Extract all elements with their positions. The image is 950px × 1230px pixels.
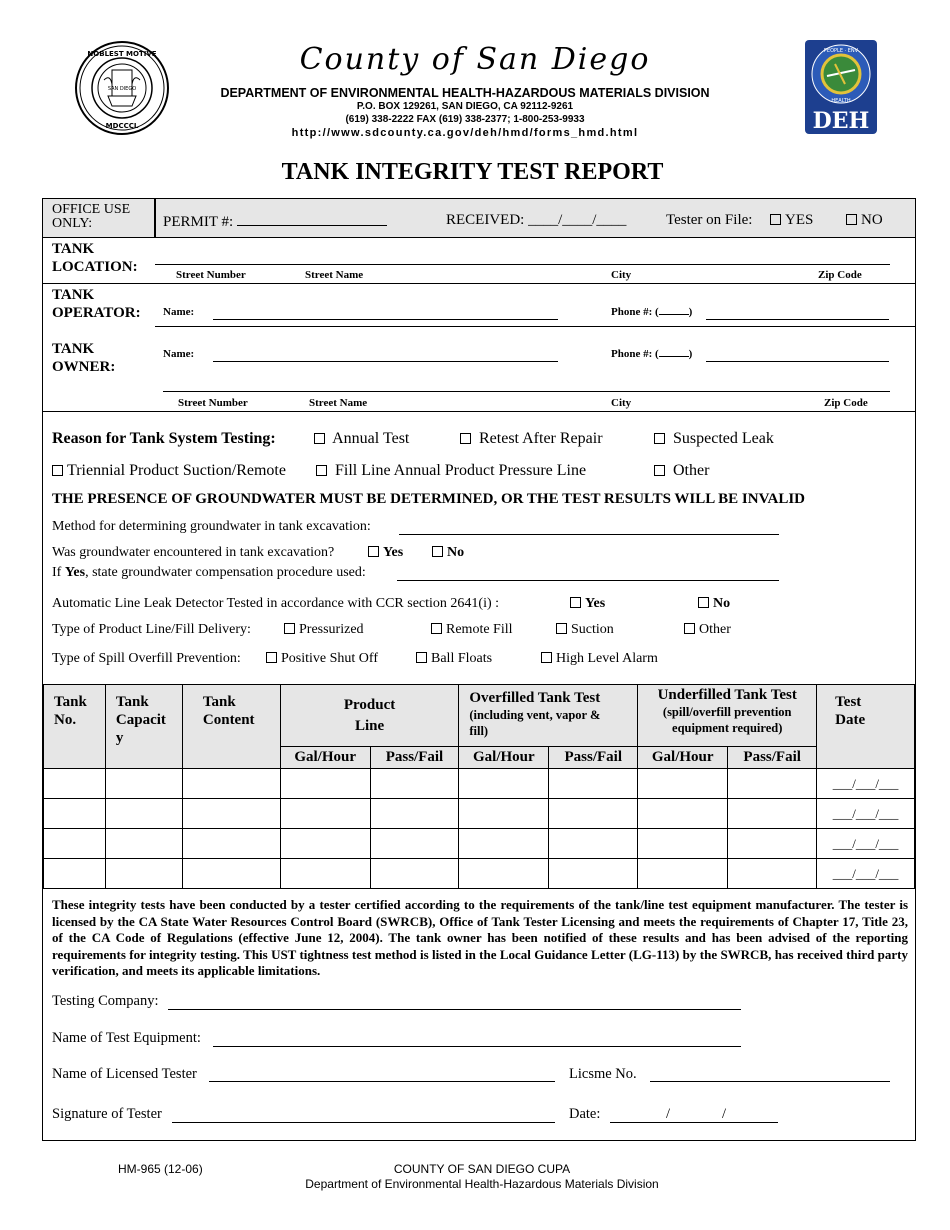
owner-name-label: Name:	[163, 348, 195, 360]
tester-yes-option[interactable]	[770, 212, 813, 229]
leak-detector-yes-label: Yes	[585, 596, 606, 611]
product-pass-fail: Pass/Fail	[370, 747, 459, 769]
table-row	[44, 829, 915, 859]
spill-positive[interactable]	[266, 651, 378, 667]
table-cell[interactable]	[44, 829, 106, 859]
checkbox-icon[interactable]	[284, 623, 295, 634]
positive-label: Positive Shut Off	[281, 651, 378, 666]
svg-text:DEH: DEH	[812, 108, 870, 134]
date-slash: /	[722, 1106, 727, 1122]
underfilled-header: Underfilled Tank Test (spill/overfill prevention equipment required)	[638, 685, 817, 747]
table-cell[interactable]	[182, 769, 280, 799]
table-cell[interactable]	[638, 829, 728, 859]
location-street-number: Street Number	[176, 269, 246, 281]
table-cell[interactable]	[280, 799, 370, 829]
groundwater-yes-label: Yes	[383, 545, 404, 560]
table-cell[interactable]	[44, 769, 106, 799]
table-cell[interactable]	[280, 859, 370, 889]
owner-phone-text: Phone #: (	[611, 348, 659, 360]
signature-label: Signature of Tester	[52, 1106, 162, 1122]
suction-label: Suction	[571, 622, 614, 637]
test-date-cell[interactable]: ___/___/___	[817, 859, 915, 889]
test-date-header: Test Date	[817, 685, 915, 769]
test-date-cell[interactable]: ___/___/___	[817, 769, 915, 799]
checkbox-icon[interactable]	[556, 623, 567, 634]
office-use-divider	[154, 199, 156, 238]
reason-triennial-label: Triennial Product Suction/Remote	[67, 462, 286, 479]
reason-fill-line[interactable]	[316, 462, 586, 480]
permit-input[interactable]	[237, 212, 387, 226]
groundwater-encountered	[52, 545, 334, 561]
table-cell[interactable]	[370, 829, 459, 859]
table-cell[interactable]	[549, 859, 638, 889]
overfilled-pass-fail: Pass/Fail	[549, 747, 638, 769]
checkbox-icon[interactable]	[570, 597, 581, 608]
table-cell[interactable]	[280, 829, 370, 859]
table-cell[interactable]	[105, 769, 182, 799]
owner-street-name: Street Name	[309, 397, 368, 409]
groundwater-no-label: No	[447, 545, 465, 560]
product-line-pressurized[interactable]	[284, 622, 364, 638]
table-cell[interactable]	[549, 799, 638, 829]
reason-other[interactable]	[654, 462, 709, 480]
table-cell[interactable]	[459, 769, 549, 799]
owner-phone-input[interactable]	[706, 361, 889, 362]
svg-text:HEALTH: HEALTH	[831, 98, 851, 104]
table-cell[interactable]	[44, 799, 106, 829]
licensed-tester-input[interactable]	[209, 1081, 555, 1082]
footer-division: Department of Environmental Health-Hazardous Materials Division	[305, 1177, 659, 1191]
operator-phone-label	[611, 306, 692, 318]
groundwater-warning: THE PRESENCE OF GROUNDWATER MUST BE DETERMINED, OR THE TEST RESULTS WILL BE INVALID	[52, 491, 805, 507]
spill-ball[interactable]	[416, 651, 492, 667]
leak-detector-yes[interactable]	[570, 596, 605, 612]
table-cell[interactable]	[105, 829, 182, 859]
reason-retest-label: Retest After Repair	[479, 430, 603, 447]
divider	[43, 411, 915, 412]
groundwater-encountered-label: Was groundwater encountered in tank excavation?	[52, 545, 335, 560]
phone-numbers: (619) 338-2222 FAX (619) 338-2377; 1-800-253-9933	[345, 114, 585, 125]
owner-zip: Zip Code	[824, 397, 868, 409]
table-cell[interactable]	[182, 829, 280, 859]
reason-other-label: Other	[673, 462, 710, 479]
product-line-remote-fill[interactable]	[431, 622, 513, 638]
spill-high[interactable]	[541, 651, 658, 667]
product-line-suction[interactable]	[556, 622, 614, 638]
high-label: High Level Alarm	[556, 651, 658, 666]
table-cell[interactable]	[549, 769, 638, 799]
footer-cupa: COUNTY OF SAN DIEGO CUPA	[393, 1162, 571, 1176]
operator-phone-close: )	[688, 306, 693, 318]
license-no-label: Licsme No.	[569, 1066, 637, 1082]
test-results-table	[43, 684, 915, 889]
checkbox-icon[interactable]	[266, 652, 277, 663]
licensed-tester-label: Name of Licensed Tester	[52, 1066, 197, 1082]
testing-company-input[interactable]	[168, 1009, 741, 1010]
table-cell[interactable]	[370, 769, 459, 799]
product-gal-hour: Gal/Hour	[280, 747, 370, 769]
overfilled-header: Overfilled Tank Test (including vent, vapor & fill)	[459, 685, 638, 747]
groundwater-yes[interactable]	[368, 545, 403, 561]
owner-address-line[interactable]	[163, 391, 890, 392]
reason-retest[interactable]	[460, 430, 603, 448]
date-input[interactable]	[610, 1122, 778, 1123]
table-cell[interactable]	[182, 799, 280, 829]
tester-no-option[interactable]	[846, 212, 883, 229]
location-zip: Zip Code	[818, 269, 862, 281]
tester-yes-label: YES	[785, 212, 814, 228]
remote-fill-label: Remote Fill	[446, 622, 513, 637]
checkbox-icon[interactable]	[416, 652, 427, 663]
product-line-header: Product Line	[280, 685, 459, 747]
groundwater-no[interactable]	[432, 545, 464, 561]
owner-city: City	[611, 397, 632, 409]
table-cell[interactable]	[459, 799, 549, 829]
checkbox-icon[interactable]	[654, 465, 665, 476]
checkbox-icon[interactable]	[460, 433, 471, 444]
leak-detector-no-label: No	[713, 596, 731, 611]
department-name: DEPARTMENT OF ENVIRONMENTAL HEALTH-HAZARDOUS MATERIALS DIVISION	[220, 86, 710, 100]
product-line-label: Type of Product Line/Fill Delivery:	[52, 622, 251, 637]
date-slash: /	[666, 1106, 671, 1122]
checkbox-icon[interactable]	[314, 433, 325, 444]
reason-fill-line-label: Fill Line Annual Product Pressure Line	[335, 462, 587, 479]
groundwater-method-input[interactable]	[399, 534, 779, 535]
operator-name-input[interactable]	[213, 319, 558, 320]
checkbox-icon[interactable]	[52, 465, 63, 476]
signature-input[interactable]	[172, 1122, 555, 1123]
table-cell[interactable]	[105, 799, 182, 829]
svg-text:MDCCCL: MDCCCL	[105, 122, 139, 130]
date-label: Date:	[569, 1106, 601, 1122]
table-cell[interactable]	[549, 829, 638, 859]
table-cell[interactable]	[638, 799, 728, 829]
tank-content-header: Tank Content	[182, 685, 280, 769]
divider	[43, 283, 915, 284]
owner-phone-label	[611, 348, 692, 360]
operator-phone-input[interactable]	[706, 319, 889, 320]
form-number: HM-965 (12-06)	[118, 1162, 203, 1176]
table-cell[interactable]	[370, 799, 459, 829]
table-cell[interactable]	[459, 829, 549, 859]
operator-phone-text: Phone #: (	[611, 306, 659, 318]
spill-label: Type of Spill Overfill Prevention:	[52, 651, 241, 666]
pressurized-label: Pressurized	[299, 622, 364, 637]
overfilled-gal-hour: Gal/Hour	[459, 747, 549, 769]
table-cell[interactable]	[728, 799, 817, 829]
location-city: City	[611, 269, 632, 281]
reason-triennial[interactable]	[52, 462, 286, 480]
operator-name-label: Name:	[163, 306, 195, 318]
underfilled-gal-hour: Gal/Hour	[638, 747, 728, 769]
location-street-name: Street Name	[305, 269, 364, 281]
checkbox-icon[interactable]	[770, 214, 781, 225]
checkbox-icon[interactable]	[698, 597, 709, 608]
certification-text: These integrity tests have been conducted by a tester certified according to the requirements of the tank/line test equipment manufacturer. The tester is licensed by the CA State Water Resources Control Board (SWRCB), Office of Tank Tester Licensing and meets the requirements of Chapter 17, Title 23, of the CA Code of Regulations (effective June 12, 2004). The tank owner has been notified of these results and has been advised of the reporting requirements for integrity testing. This UST tightness test method is listed in the Local Guidance Letter (LG-113) by the SWRCB, has received third party verification, and meets its applicable limitations.	[52, 897, 908, 978]
if-prefix: If	[52, 565, 65, 580]
permit-label	[163, 212, 387, 231]
test-equipment-label: Name of Test Equipment:	[52, 1030, 201, 1046]
forms-url[interactable]: http://www.sdcounty.ca.gov/deh/hmd/forms_hmd.html	[291, 127, 639, 139]
groundwater-compensation	[52, 565, 366, 581]
groundwater-compensation-input[interactable]	[397, 580, 779, 581]
po-box: P.O. BOX 129261, SAN DIEGO, CA 92112-9261	[356, 101, 574, 112]
table-cell[interactable]	[105, 859, 182, 889]
if-suffix: , state groundwater compensation procedure used:	[85, 565, 366, 580]
received-label[interactable]: RECEIVED: ____/____/____	[446, 212, 627, 228]
checkbox-icon[interactable]	[684, 623, 695, 634]
tank-capacity-header: Tank Capacit y	[105, 685, 182, 769]
test-equipment-input[interactable]	[213, 1046, 741, 1047]
permit-text: PERMIT #:	[163, 214, 234, 230]
testing-company-label: Testing Company:	[52, 993, 159, 1009]
checkbox-icon[interactable]	[431, 623, 442, 634]
svg-text:SAN DIEGO: SAN DIEGO	[107, 86, 137, 92]
checkbox-icon[interactable]	[368, 546, 379, 557]
table-row	[44, 799, 915, 829]
leak-detector-label: Automatic Line Leak Detector Tested in accordance with CCR section 2641(i) :	[52, 596, 500, 611]
tank-location-label: TANK LOCATION:	[52, 241, 138, 275]
test-date-cell[interactable]: ___/___/___	[817, 829, 915, 859]
tester-on-file-label: Tester on File:	[666, 212, 753, 228]
checkbox-icon[interactable]	[846, 214, 857, 225]
reason-suspected[interactable]	[654, 430, 774, 448]
license-no-input[interactable]	[650, 1081, 890, 1082]
reason-suspected-label: Suspected Leak	[673, 430, 774, 447]
form-border	[42, 198, 916, 1141]
form-title: TANK INTEGRITY TEST REPORT	[281, 159, 664, 185]
tank-operator-label: TANK OPERATOR:	[52, 287, 141, 321]
owner-street-number: Street Number	[178, 397, 248, 409]
table-cell[interactable]	[280, 769, 370, 799]
reason-label: Reason for Tank System Testing:	[52, 430, 276, 447]
tank-no-header: Tank No.	[44, 685, 106, 769]
checkbox-icon[interactable]	[316, 465, 327, 476]
reason-annual-label: Annual Test	[332, 430, 410, 447]
deh-logo	[805, 40, 877, 134]
checkbox-icon[interactable]	[654, 433, 665, 444]
tester-no-label: NO	[861, 212, 883, 228]
groundwater-method-label: Method for determining groundwater in tank excavation:	[52, 519, 371, 534]
table-cell[interactable]	[459, 859, 549, 889]
product-other-label: Other	[699, 622, 731, 637]
product-line-other[interactable]	[684, 622, 731, 638]
owner-phone-close: )	[688, 348, 693, 360]
tank-location-line[interactable]	[155, 264, 890, 265]
table-row	[44, 769, 915, 799]
reason-annual[interactable]	[314, 430, 409, 448]
table-cell[interactable]	[182, 859, 280, 889]
tank-owner-label: TANK OWNER:	[52, 341, 116, 375]
office-use-label: OFFICE USE ONLY:	[52, 202, 131, 231]
table-cell[interactable]	[728, 829, 817, 859]
owner-name-input[interactable]	[213, 361, 558, 362]
table-cell[interactable]	[728, 769, 817, 799]
table-cell[interactable]	[638, 769, 728, 799]
svg-text:NOBLEST MOTIVE: NOBLEST MOTIVE	[87, 50, 157, 58]
table-cell[interactable]	[638, 859, 728, 889]
checkbox-icon[interactable]	[541, 652, 552, 663]
leak-detector-no[interactable]	[698, 596, 730, 612]
groundwater-method	[52, 519, 371, 535]
divider	[155, 326, 915, 327]
table-cell[interactable]	[728, 859, 817, 889]
table-cell[interactable]	[370, 859, 459, 889]
underfilled-pass-fail: Pass/Fail	[728, 747, 817, 769]
test-date-cell[interactable]: ___/___/___	[817, 799, 915, 829]
county-title: County of San Diego	[299, 42, 651, 77]
svg-text:PEOPLE · ENV: PEOPLE · ENV	[823, 48, 859, 54]
table-row	[44, 859, 915, 889]
checkbox-icon[interactable]	[432, 546, 443, 557]
ball-label: Ball Floats	[431, 651, 493, 666]
if-yes: Yes	[64, 565, 86, 580]
table-cell[interactable]	[44, 859, 106, 889]
